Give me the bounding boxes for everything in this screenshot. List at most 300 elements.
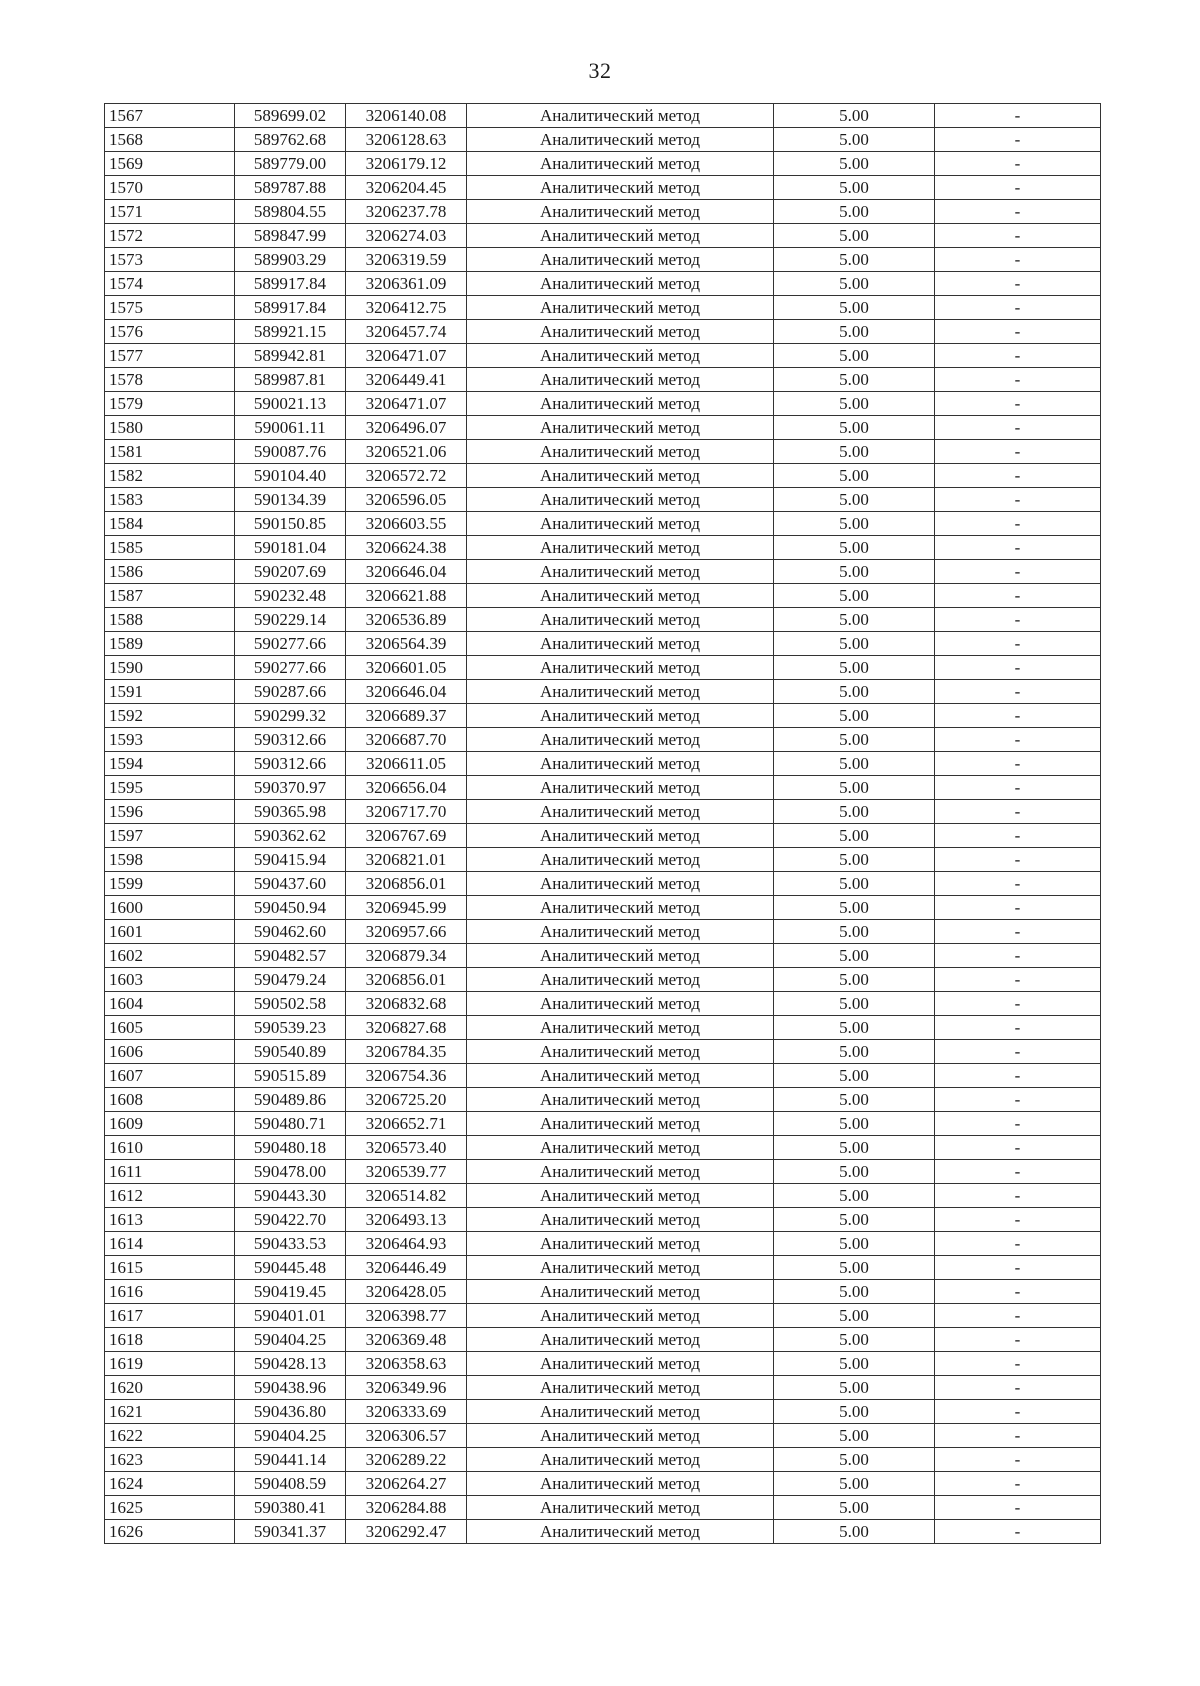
- table-row: [105, 920, 1101, 944]
- table-row: [105, 1064, 1101, 1088]
- accuracy-cell: 5.00: [774, 1208, 935, 1232]
- accuracy-cell: 5.00: [774, 1136, 935, 1160]
- method-cell: Аналитический метод: [467, 1352, 774, 1376]
- accuracy-cell: 5.00: [774, 728, 935, 752]
- point-number-cell: 1605: [105, 1016, 235, 1040]
- method-cell: Аналитический метод: [467, 704, 774, 728]
- table-row: [105, 1328, 1101, 1352]
- point-number-cell: 1573: [105, 248, 235, 272]
- table-row: [105, 512, 1101, 536]
- method-cell: Аналитический метод: [467, 128, 774, 152]
- y-coordinate-cell: 3206471.07: [346, 392, 467, 416]
- method-cell: Аналитический метод: [467, 224, 774, 248]
- accuracy-cell: 5.00: [774, 536, 935, 560]
- table-row: [105, 464, 1101, 488]
- y-coordinate-cell: 3206572.72: [346, 464, 467, 488]
- note-cell: -: [935, 584, 1101, 608]
- point-number-cell: 1595: [105, 776, 235, 800]
- method-cell: Аналитический метод: [467, 248, 774, 272]
- point-number-cell: 1617: [105, 1304, 235, 1328]
- point-number-cell: 1615: [105, 1256, 235, 1280]
- accuracy-cell: 5.00: [774, 512, 935, 536]
- accuracy-cell: 5.00: [774, 128, 935, 152]
- y-coordinate-cell: 3206611.05: [346, 752, 467, 776]
- y-coordinate-cell: 3206521.06: [346, 440, 467, 464]
- table-row: [105, 968, 1101, 992]
- note-cell: -: [935, 488, 1101, 512]
- table-row: [105, 1472, 1101, 1496]
- x-coordinate-cell: 590478.00: [235, 1160, 346, 1184]
- method-cell: Аналитический метод: [467, 848, 774, 872]
- table-row: [105, 1376, 1101, 1400]
- method-cell: Аналитический метод: [467, 800, 774, 824]
- note-cell: -: [935, 608, 1101, 632]
- x-coordinate-cell: 590277.66: [235, 656, 346, 680]
- page-number: 32: [588, 58, 612, 83]
- y-coordinate-cell: 3206140.08: [346, 104, 467, 128]
- point-number-cell: 1612: [105, 1184, 235, 1208]
- note-cell: -: [935, 896, 1101, 920]
- table-row: [105, 1184, 1101, 1208]
- x-coordinate-cell: 590443.30: [235, 1184, 346, 1208]
- point-number-cell: 1591: [105, 680, 235, 704]
- point-number-cell: 1574: [105, 272, 235, 296]
- point-number-cell: 1585: [105, 536, 235, 560]
- y-coordinate-cell: 3206879.34: [346, 944, 467, 968]
- x-coordinate-cell: 590277.66: [235, 632, 346, 656]
- y-coordinate-cell: 3206827.68: [346, 1016, 467, 1040]
- point-number-cell: 1583: [105, 488, 235, 512]
- x-coordinate-cell: 590287.66: [235, 680, 346, 704]
- x-coordinate-cell: 590408.59: [235, 1472, 346, 1496]
- accuracy-cell: 5.00: [774, 1256, 935, 1280]
- y-coordinate-cell: 3206446.49: [346, 1256, 467, 1280]
- point-number-cell: 1603: [105, 968, 235, 992]
- method-cell: Аналитический метод: [467, 296, 774, 320]
- table-row: [105, 584, 1101, 608]
- accuracy-cell: 5.00: [774, 1496, 935, 1520]
- table-row: [105, 1112, 1101, 1136]
- y-coordinate-cell: 3206264.27: [346, 1472, 467, 1496]
- x-coordinate-cell: 589903.29: [235, 248, 346, 272]
- note-cell: -: [935, 1280, 1101, 1304]
- x-coordinate-cell: 589921.15: [235, 320, 346, 344]
- table-row: [105, 1040, 1101, 1064]
- method-cell: Аналитический метод: [467, 1376, 774, 1400]
- table-row: [105, 776, 1101, 800]
- table-row: [105, 656, 1101, 680]
- table-row: [105, 1448, 1101, 1472]
- method-cell: Аналитический метод: [467, 1208, 774, 1232]
- accuracy-cell: 5.00: [774, 488, 935, 512]
- note-cell: -: [935, 320, 1101, 344]
- table-row: [105, 128, 1101, 152]
- method-cell: Аналитический метод: [467, 1328, 774, 1352]
- x-coordinate-cell: 590480.71: [235, 1112, 346, 1136]
- point-number-cell: 1572: [105, 224, 235, 248]
- table-row: [105, 848, 1101, 872]
- y-coordinate-cell: 3206361.09: [346, 272, 467, 296]
- method-cell: Аналитический метод: [467, 152, 774, 176]
- x-coordinate-cell: 590299.32: [235, 704, 346, 728]
- method-cell: Аналитический метод: [467, 824, 774, 848]
- note-cell: -: [935, 728, 1101, 752]
- method-cell: Аналитический метод: [467, 560, 774, 584]
- method-cell: Аналитический метод: [467, 344, 774, 368]
- y-coordinate-cell: 3206652.71: [346, 1112, 467, 1136]
- y-coordinate-cell: 3206471.07: [346, 344, 467, 368]
- point-number-cell: 1578: [105, 368, 235, 392]
- y-coordinate-cell: 3206493.13: [346, 1208, 467, 1232]
- method-cell: Аналитический метод: [467, 1088, 774, 1112]
- x-coordinate-cell: 590104.40: [235, 464, 346, 488]
- accuracy-cell: 5.00: [774, 1232, 935, 1256]
- point-number-cell: 1601: [105, 920, 235, 944]
- table-row: [105, 872, 1101, 896]
- accuracy-cell: 5.00: [774, 824, 935, 848]
- method-cell: Аналитический метод: [467, 1064, 774, 1088]
- accuracy-cell: 5.00: [774, 1304, 935, 1328]
- accuracy-cell: 5.00: [774, 224, 935, 248]
- x-coordinate-cell: 589779.00: [235, 152, 346, 176]
- accuracy-cell: 5.00: [774, 200, 935, 224]
- y-coordinate-cell: 3206573.40: [346, 1136, 467, 1160]
- accuracy-cell: 5.00: [774, 968, 935, 992]
- method-cell: Аналитический метод: [467, 1520, 774, 1544]
- y-coordinate-cell: 3206128.63: [346, 128, 467, 152]
- point-number-cell: 1609: [105, 1112, 235, 1136]
- accuracy-cell: 5.00: [774, 320, 935, 344]
- x-coordinate-cell: 590428.13: [235, 1352, 346, 1376]
- y-coordinate-cell: 3206289.22: [346, 1448, 467, 1472]
- accuracy-cell: 5.00: [774, 872, 935, 896]
- method-cell: Аналитический метод: [467, 272, 774, 296]
- accuracy-cell: 5.00: [774, 632, 935, 656]
- point-number-cell: 1607: [105, 1064, 235, 1088]
- note-cell: -: [935, 800, 1101, 824]
- point-number-cell: 1580: [105, 416, 235, 440]
- x-coordinate-cell: 590362.62: [235, 824, 346, 848]
- y-coordinate-cell: 3206449.41: [346, 368, 467, 392]
- accuracy-cell: 5.00: [774, 464, 935, 488]
- y-coordinate-cell: 3206306.57: [346, 1424, 467, 1448]
- note-cell: -: [935, 632, 1101, 656]
- y-coordinate-cell: 3206601.05: [346, 656, 467, 680]
- y-coordinate-cell: 3206689.37: [346, 704, 467, 728]
- x-coordinate-cell: 590312.66: [235, 728, 346, 752]
- point-number-cell: 1589: [105, 632, 235, 656]
- table-row: [105, 416, 1101, 440]
- x-coordinate-cell: 590433.53: [235, 1232, 346, 1256]
- y-coordinate-cell: 3206621.88: [346, 584, 467, 608]
- table-row: [105, 824, 1101, 848]
- point-number-cell: 1579: [105, 392, 235, 416]
- table-row: [105, 1016, 1101, 1040]
- accuracy-cell: 5.00: [774, 584, 935, 608]
- method-cell: Аналитический метод: [467, 1040, 774, 1064]
- table-row: [105, 1520, 1101, 1544]
- point-number-cell: 1597: [105, 824, 235, 848]
- method-cell: Аналитический метод: [467, 752, 774, 776]
- table-row: [105, 296, 1101, 320]
- point-number-cell: 1619: [105, 1352, 235, 1376]
- note-cell: -: [935, 968, 1101, 992]
- method-cell: Аналитический метод: [467, 632, 774, 656]
- y-coordinate-cell: 3206237.78: [346, 200, 467, 224]
- accuracy-cell: 5.00: [774, 176, 935, 200]
- method-cell: Аналитический метод: [467, 584, 774, 608]
- table-row: [105, 1400, 1101, 1424]
- x-coordinate-cell: 589847.99: [235, 224, 346, 248]
- accuracy-cell: 5.00: [774, 1040, 935, 1064]
- note-cell: -: [935, 1208, 1101, 1232]
- method-cell: Аналитический метод: [467, 680, 774, 704]
- x-coordinate-cell: 590380.41: [235, 1496, 346, 1520]
- y-coordinate-cell: 3206821.01: [346, 848, 467, 872]
- x-coordinate-cell: 590540.89: [235, 1040, 346, 1064]
- point-number-cell: 1614: [105, 1232, 235, 1256]
- y-coordinate-cell: 3206624.38: [346, 536, 467, 560]
- x-coordinate-cell: 590134.39: [235, 488, 346, 512]
- method-cell: Аналитический метод: [467, 512, 774, 536]
- point-number-cell: 1594: [105, 752, 235, 776]
- y-coordinate-cell: 3206284.88: [346, 1496, 467, 1520]
- accuracy-cell: 5.00: [774, 944, 935, 968]
- method-cell: Аналитический метод: [467, 392, 774, 416]
- y-coordinate-cell: 3206333.69: [346, 1400, 467, 1424]
- note-cell: -: [935, 152, 1101, 176]
- note-cell: -: [935, 920, 1101, 944]
- table-row: [105, 1256, 1101, 1280]
- accuracy-cell: 5.00: [774, 848, 935, 872]
- point-number-cell: 1624: [105, 1472, 235, 1496]
- x-coordinate-cell: 590515.89: [235, 1064, 346, 1088]
- accuracy-cell: 5.00: [774, 344, 935, 368]
- method-cell: Аналитический метод: [467, 968, 774, 992]
- x-coordinate-cell: 590422.70: [235, 1208, 346, 1232]
- point-number-cell: 1568: [105, 128, 235, 152]
- method-cell: Аналитический метод: [467, 872, 774, 896]
- x-coordinate-cell: 590087.76: [235, 440, 346, 464]
- table-row: [105, 488, 1101, 512]
- method-cell: Аналитический метод: [467, 104, 774, 128]
- y-coordinate-cell: 3206398.77: [346, 1304, 467, 1328]
- point-number-cell: 1577: [105, 344, 235, 368]
- point-number-cell: 1611: [105, 1160, 235, 1184]
- y-coordinate-cell: 3206179.12: [346, 152, 467, 176]
- method-cell: Аналитический метод: [467, 1112, 774, 1136]
- x-coordinate-cell: 590181.04: [235, 536, 346, 560]
- x-coordinate-cell: 590419.45: [235, 1280, 346, 1304]
- note-cell: -: [935, 1088, 1101, 1112]
- table-row: [105, 896, 1101, 920]
- method-cell: Аналитический метод: [467, 944, 774, 968]
- y-coordinate-cell: 3206646.04: [346, 560, 467, 584]
- accuracy-cell: 5.00: [774, 896, 935, 920]
- method-cell: Аналитический метод: [467, 1304, 774, 1328]
- x-coordinate-cell: 590462.60: [235, 920, 346, 944]
- note-cell: -: [935, 344, 1101, 368]
- y-coordinate-cell: 3206457.74: [346, 320, 467, 344]
- note-cell: -: [935, 440, 1101, 464]
- y-coordinate-cell: 3206464.93: [346, 1232, 467, 1256]
- x-coordinate-cell: 590441.14: [235, 1448, 346, 1472]
- table-row: [105, 992, 1101, 1016]
- accuracy-cell: 5.00: [774, 1520, 935, 1544]
- note-cell: -: [935, 704, 1101, 728]
- point-number-cell: 1581: [105, 440, 235, 464]
- method-cell: Аналитический метод: [467, 440, 774, 464]
- accuracy-cell: 5.00: [774, 800, 935, 824]
- accuracy-cell: 5.00: [774, 656, 935, 680]
- note-cell: -: [935, 368, 1101, 392]
- method-cell: Аналитический метод: [467, 1160, 774, 1184]
- x-coordinate-cell: 589762.68: [235, 128, 346, 152]
- method-cell: Аналитический метод: [467, 1016, 774, 1040]
- x-coordinate-cell: 590445.48: [235, 1256, 346, 1280]
- accuracy-cell: 5.00: [774, 1328, 935, 1352]
- point-number-cell: 1584: [105, 512, 235, 536]
- point-number-cell: 1575: [105, 296, 235, 320]
- x-coordinate-cell: 589699.02: [235, 104, 346, 128]
- point-number-cell: 1600: [105, 896, 235, 920]
- x-coordinate-cell: 590312.66: [235, 752, 346, 776]
- note-cell: -: [935, 176, 1101, 200]
- x-coordinate-cell: 590415.94: [235, 848, 346, 872]
- y-coordinate-cell: 3206539.77: [346, 1160, 467, 1184]
- table-row: [105, 176, 1101, 200]
- point-number-cell: 1590: [105, 656, 235, 680]
- method-cell: Аналитический метод: [467, 1184, 774, 1208]
- table-row: [105, 392, 1101, 416]
- point-number-cell: 1604: [105, 992, 235, 1016]
- point-number-cell: 1608: [105, 1088, 235, 1112]
- accuracy-cell: 5.00: [774, 752, 935, 776]
- method-cell: Аналитический метод: [467, 368, 774, 392]
- x-coordinate-cell: 590437.60: [235, 872, 346, 896]
- note-cell: -: [935, 392, 1101, 416]
- point-number-cell: 1620: [105, 1376, 235, 1400]
- point-number-cell: 1616: [105, 1280, 235, 1304]
- table-row: [105, 200, 1101, 224]
- accuracy-cell: 5.00: [774, 440, 935, 464]
- method-cell: Аналитический метод: [467, 1400, 774, 1424]
- table-row: [105, 248, 1101, 272]
- y-coordinate-cell: 3206856.01: [346, 872, 467, 896]
- x-coordinate-cell: 590232.48: [235, 584, 346, 608]
- accuracy-cell: 5.00: [774, 272, 935, 296]
- point-number-cell: 1587: [105, 584, 235, 608]
- y-coordinate-cell: 3206536.89: [346, 608, 467, 632]
- method-cell: Аналитический метод: [467, 464, 774, 488]
- note-cell: -: [935, 248, 1101, 272]
- x-coordinate-cell: 590436.80: [235, 1400, 346, 1424]
- x-coordinate-cell: 590229.14: [235, 608, 346, 632]
- point-number-cell: 1626: [105, 1520, 235, 1544]
- point-number-cell: 1613: [105, 1208, 235, 1232]
- table-row: [105, 1232, 1101, 1256]
- y-coordinate-cell: 3206496.07: [346, 416, 467, 440]
- y-coordinate-cell: 3206292.47: [346, 1520, 467, 1544]
- accuracy-cell: 5.00: [774, 1400, 935, 1424]
- note-cell: -: [935, 560, 1101, 584]
- note-cell: -: [935, 1232, 1101, 1256]
- note-cell: -: [935, 104, 1101, 128]
- note-cell: -: [935, 1256, 1101, 1280]
- note-cell: -: [935, 1112, 1101, 1136]
- table-row: [105, 368, 1101, 392]
- table-row: [105, 1280, 1101, 1304]
- note-cell: -: [935, 1304, 1101, 1328]
- table-row: [105, 536, 1101, 560]
- table-row: [105, 104, 1101, 128]
- y-coordinate-cell: 3206832.68: [346, 992, 467, 1016]
- point-number-cell: 1598: [105, 848, 235, 872]
- accuracy-cell: 5.00: [774, 416, 935, 440]
- table-row: [105, 152, 1101, 176]
- note-cell: -: [935, 1136, 1101, 1160]
- table-row: [105, 272, 1101, 296]
- point-number-cell: 1596: [105, 800, 235, 824]
- y-coordinate-cell: 3206603.55: [346, 512, 467, 536]
- y-coordinate-cell: 3206687.70: [346, 728, 467, 752]
- accuracy-cell: 5.00: [774, 1280, 935, 1304]
- note-cell: -: [935, 848, 1101, 872]
- x-coordinate-cell: 590404.25: [235, 1328, 346, 1352]
- table-row: [105, 944, 1101, 968]
- accuracy-cell: 5.00: [774, 1424, 935, 1448]
- method-cell: Аналитический метод: [467, 1472, 774, 1496]
- x-coordinate-cell: 590479.24: [235, 968, 346, 992]
- accuracy-cell: 5.00: [774, 1088, 935, 1112]
- note-cell: -: [935, 536, 1101, 560]
- y-coordinate-cell: 3206319.59: [346, 248, 467, 272]
- x-coordinate-cell: 589917.84: [235, 272, 346, 296]
- accuracy-cell: 5.00: [774, 1064, 935, 1088]
- note-cell: -: [935, 944, 1101, 968]
- point-number-cell: 1593: [105, 728, 235, 752]
- accuracy-cell: 5.00: [774, 104, 935, 128]
- accuracy-cell: 5.00: [774, 992, 935, 1016]
- x-coordinate-cell: 590370.97: [235, 776, 346, 800]
- accuracy-cell: 5.00: [774, 1376, 935, 1400]
- accuracy-cell: 5.00: [774, 1184, 935, 1208]
- method-cell: Аналитический метод: [467, 728, 774, 752]
- accuracy-cell: 5.00: [774, 1016, 935, 1040]
- note-cell: -: [935, 464, 1101, 488]
- method-cell: Аналитический метод: [467, 1448, 774, 1472]
- note-cell: -: [935, 992, 1101, 1016]
- note-cell: -: [935, 776, 1101, 800]
- coordinates-table: [104, 103, 1101, 1544]
- method-cell: Аналитический метод: [467, 536, 774, 560]
- x-coordinate-cell: 590021.13: [235, 392, 346, 416]
- y-coordinate-cell: 3206646.04: [346, 680, 467, 704]
- method-cell: Аналитический метод: [467, 1496, 774, 1520]
- x-coordinate-cell: 590438.96: [235, 1376, 346, 1400]
- accuracy-cell: 5.00: [774, 608, 935, 632]
- table-row: [105, 320, 1101, 344]
- accuracy-cell: 5.00: [774, 296, 935, 320]
- x-coordinate-cell: 590482.57: [235, 944, 346, 968]
- y-coordinate-cell: 3206656.04: [346, 776, 467, 800]
- table-row: [105, 1304, 1101, 1328]
- y-coordinate-cell: 3206274.03: [346, 224, 467, 248]
- table-row: [105, 608, 1101, 632]
- point-number-cell: 1588: [105, 608, 235, 632]
- point-number-cell: 1606: [105, 1040, 235, 1064]
- y-coordinate-cell: 3206856.01: [346, 968, 467, 992]
